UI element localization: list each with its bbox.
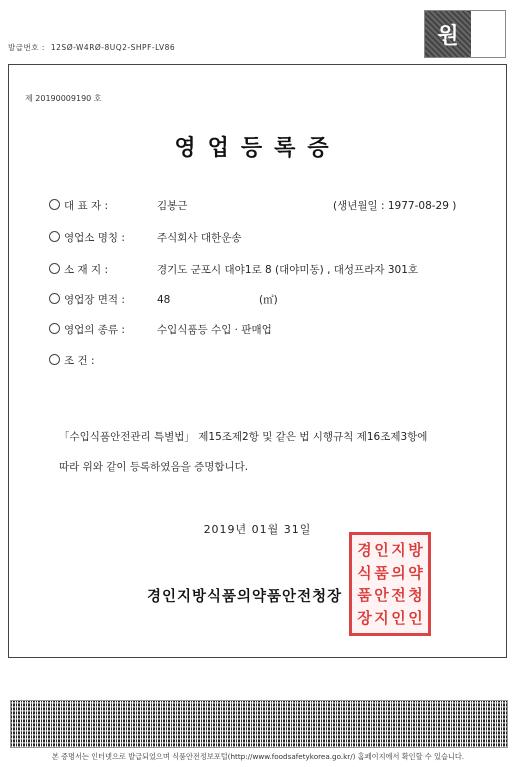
seal-char: 안	[374, 586, 389, 604]
field-label: 영업장 면적 :	[64, 294, 125, 306]
issue-date: 2019년 01월 31일	[203, 523, 312, 536]
seal-char: 품	[357, 586, 372, 604]
seal-char: 약	[408, 563, 423, 582]
bullet-circle-icon	[49, 199, 60, 210]
field-representative	[49, 199, 457, 213]
bullet-circle-icon	[49, 354, 60, 365]
certificate-title: 영업등록증	[174, 136, 341, 161]
seal-char: 인	[374, 541, 389, 559]
seal-char: 경	[357, 541, 372, 559]
field-label: 조 건 :	[64, 355, 95, 367]
seal-char: 방	[408, 541, 423, 559]
registration-number: 제 20190009190 호	[25, 94, 102, 103]
seal-char: 전	[391, 586, 406, 604]
certificate-frame	[8, 64, 507, 658]
issue-number	[8, 42, 181, 53]
field-label: 대 표 자 :	[64, 200, 108, 212]
seal-char: 인	[408, 608, 423, 627]
seal-characters	[356, 539, 424, 629]
statement-line-1: 「수입식품안전관리 특별법」 제15조제2항 및 같은 법 시행규칙 제16조제3항에	[59, 431, 428, 443]
field-value: 김봉근	[157, 200, 188, 212]
issue-number-label: 발급번호 :	[8, 43, 45, 52]
field-conditions	[49, 354, 154, 368]
seal-char: 청	[408, 586, 423, 604]
seal-char: 의	[391, 563, 406, 582]
field-label: 영업소 명칭 :	[64, 232, 125, 244]
seal-char: 장	[357, 608, 372, 627]
field-address	[49, 263, 419, 277]
issue-number-value: 12SØ-W4RØ-8UQ2-SHPF-LV86	[50, 43, 176, 52]
footer-note: 본 증명서는 인터넷으로 발급되었으며 식품안전정보포털(http://www.foodsafetykorea.go.kr/) 홈페이지에서 확인할 수 있습니다.	[51, 752, 465, 761]
corner-stamp-text: 원	[437, 23, 459, 49]
field-label: 영업의 종류 :	[64, 324, 125, 336]
security-barcode	[10, 700, 508, 748]
field-label: 소 재 지 :	[64, 264, 108, 276]
birth-date: (생년월일 : 1977-08-29 )	[333, 200, 457, 212]
field-business-type	[49, 323, 272, 337]
seal-char: 인	[391, 608, 406, 627]
field-area	[49, 293, 278, 307]
seal-char: 품	[374, 563, 389, 582]
seal-char: 식	[357, 563, 372, 582]
field-business-name	[49, 231, 242, 245]
corner-stamp-icon	[425, 11, 471, 57]
seal-char: 지	[391, 541, 406, 559]
bullet-circle-icon	[49, 263, 60, 274]
bullet-circle-icon	[49, 323, 60, 334]
issuer-name: 경인지방식품의약품안전청장	[147, 589, 343, 605]
seal-char: 지	[374, 608, 389, 627]
statement-line-2: 따라 위와 같이 등록하였음을 증명합니다.	[59, 461, 249, 473]
corner-stamp	[424, 10, 506, 58]
field-value: 주식회사 대한운송	[157, 232, 242, 244]
field-value: 48	[157, 294, 171, 306]
area-unit: (㎡)	[259, 294, 278, 306]
field-value: 수입식품등 수입 · 판매업	[157, 324, 272, 336]
field-value: 경기도 군포시 대야1로 8 (대야미동) , 대성프라자 301호	[157, 264, 419, 276]
bullet-circle-icon	[49, 293, 60, 304]
bullet-circle-icon	[49, 231, 60, 242]
official-seal	[349, 532, 431, 636]
